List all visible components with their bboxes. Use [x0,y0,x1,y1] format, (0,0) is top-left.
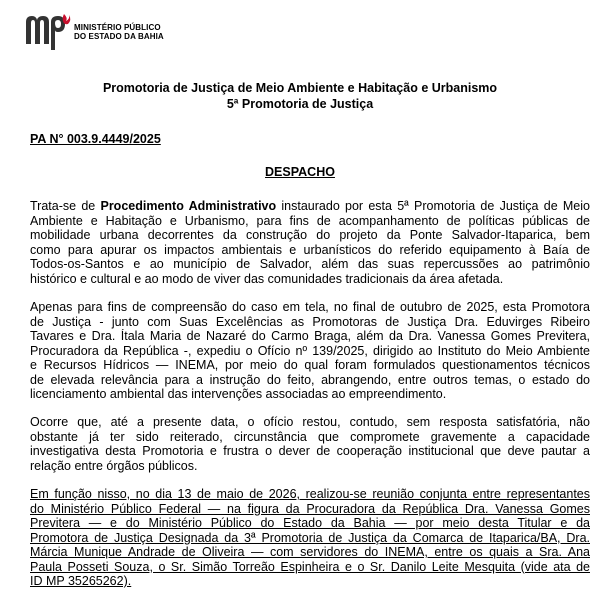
paragraph-line: relação entre órgãos públicos. [30,458,198,473]
paragraph-line: Previtera — e do Ministério Público do Estado da Bahia — por meio desta Titular e da [30,516,590,530]
logo-line-2: DO ESTADO DA BAHIA [74,32,164,41]
paragraph-line: Promotora de Justiça Designada da 3ª Promotoria de Justiça da Comarca de Itaparica/BA, Dra. [30,530,590,545]
paragraph-3 [30,415,590,473]
logo-line-1: MINISTÉRIO PÚBLICO [74,23,161,32]
paragraph-line: e Recursos Hídricos — INEMA, por meio do qual foram formulados questionamentos técnicos [30,358,590,372]
document-type: DESPACHO [265,165,335,179]
paragraph-line: licenciamento ambiental das intervenções associadas ao empreendimento. [30,387,447,401]
paragraph-line: de elevada relevância para a instrução do feito, abrangendo, entre outros temas, o estado do [30,372,590,387]
process-number: PA N° 003.9.4449/2025 [30,132,161,146]
institution-logo [24,10,204,50]
paragraph-line: Procuradora da República -, expediu o Ofício nº 139/2025, dirigido ao Instituto do Meio Ambiente [30,343,590,358]
paragraph-line: Márcia Munique Andrade de Oliveira — com servidores do INEMA, entre os quais a Sra. Ana [30,545,590,559]
paragraph-1 [30,199,590,286]
paragraph-line: de Justiça - junto com Suas Excelências as Promotoras de Justiça Dra. Eduvirges Ribeiro [30,314,590,329]
logo-text [74,23,164,41]
paragraph-line: Em função nisso, no dia 13 de maio de 2026, realizou-se reunião conjunta entre representantes [30,487,590,501]
mp-logo-icon [24,10,74,50]
paragraph-line: Paula Posseti Souza, o Sr. Simão Torreão Espinheira e o Sr. Danilo Leite Mesquita (vide ata de [30,559,590,574]
paragraph-line: do Ministério Público Federal — na figura da Procuradora da República Dra. Vanessa Gomes [30,501,590,516]
paragraph-line: Apenas para fins de compreensão do caso em tela, no final de outubro de 2025, esta Promotora [30,300,590,314]
paragraph-line: Ambiente e Habitação e Urbanismo, para fins de acompanhamento de políticas públicas de [30,213,590,228]
office-subtitle: 5ª Promotoria de Justiça [226,97,374,111]
paragraph-line: Ocorre que, até a presente data, o ofício restou, contudo, sem resposta satisfatória, não [30,415,590,429]
office-title: Promotoria de Justiça de Meio Ambiente e Habitação e Urbanismo [102,81,498,95]
paragraph-line: como para apurar os impactos ambientais e urbanísticos do referido equipamento à Baía de [30,242,590,257]
paragraph-line: mobilidade urbana decorrentes da construção do projeto da Ponte Salvador-Itaparica, bem [30,228,590,242]
paragraph-line: ID MP 35265262). [30,574,132,588]
paragraph-line: Todos-os-Santos e ao município de Salvador, além das suas repercussões ao patrimônio [30,257,590,271]
paragraph-line: histórico e cultural e ao modo de viver das comunidades tradicionais da área afetada. [30,271,504,286]
flame-icon [63,14,71,24]
paragraph-line: investigativa desta Promotoria e frustra o dever de cooperação institucional que deve pautar a [30,444,590,458]
paragraph-1-line-1: Trata-se de Procedimento Administrativo instaurado por esta 5ª Promotoria de Justiça de Meio [30,199,590,213]
paragraph-4 [30,487,590,589]
paragraph-line: Tavares e Dra. Ítala Maria de Nazaré do Carmo Braga, além da Dra. Vanessa Gomes Previtera, [30,329,590,343]
paragraph-2 [30,300,590,402]
procedure-type: Procedimento Administrativo [100,199,277,213]
paragraph-line: obstante já ter sido reiterado, circunstância que compromete gravemente a capacidade [30,429,590,444]
